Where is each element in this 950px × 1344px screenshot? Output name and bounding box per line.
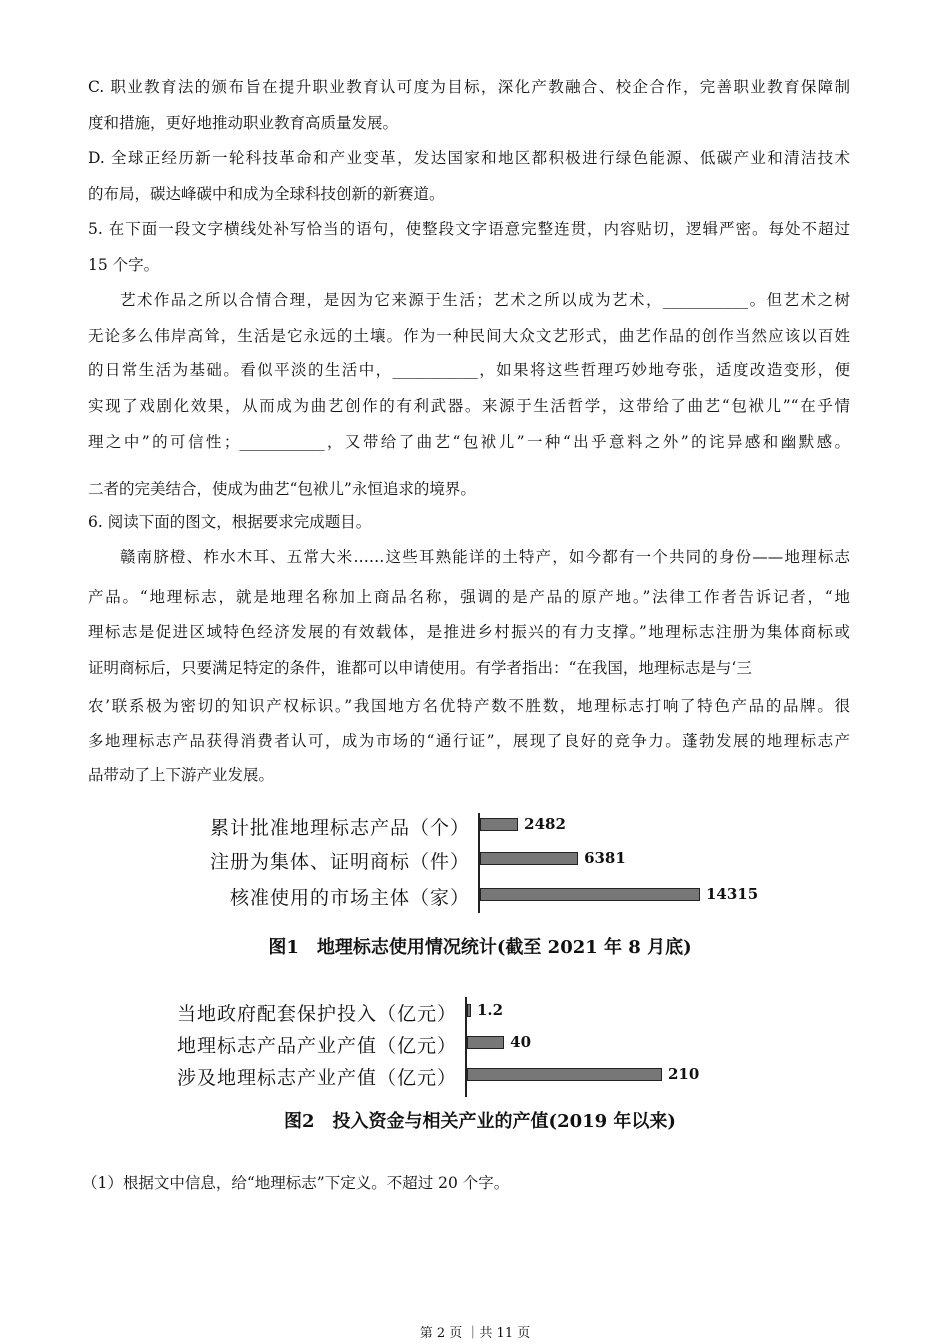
text-line: 赣南脐橙、柞水木耳、五常大米……这些耳熟能详的土特产，如今都有一个共同的身份——地理标志: [120, 548, 850, 566]
value-label: 6381: [584, 849, 626, 867]
bar-row: [150, 847, 810, 871]
category-label: 当地政府配套保护投入（亿元）: [176, 1003, 457, 1025]
value-label: 210: [668, 1065, 700, 1083]
value-label: 2482: [524, 815, 566, 833]
text-line: 的布局，碳达峰碳中和成为全球科技创新的新赛道。: [88, 185, 445, 203]
text-line: 6. 阅读下面的图文，根据要求完成题目。: [88, 513, 372, 531]
figure-1-chart: [150, 805, 810, 965]
text-line: 多地理标志产品获得消费者认可，成为市场的“通行证”，展现了良好的竞争力。蓬勃发展的地理标志产: [88, 732, 850, 750]
bar: [467, 1036, 504, 1049]
category-label: 累计批准地理标志产品（个）: [209, 817, 470, 839]
figure-2-chart: [150, 985, 810, 1145]
bar-row: [150, 999, 810, 1023]
category-label: 地理标志产品产业产值（亿元）: [176, 1035, 457, 1057]
text-line: 实现了戏剧化效果，从而成为曲艺创作的有利武器。来源于生活哲学，这带给了曲艺“包袱儿”“在乎情: [88, 397, 850, 415]
text-line: 的日常生活为基础。看似平淡的生活中，___________，如果将这些哲理巧妙地夸张，适度改造变形，便: [88, 361, 850, 379]
text-line: D. 全球正经历新一轮科技革命和产业变革，发达国家和地区都积极进行绿色能源、低碳产业和清洁技术: [88, 149, 850, 167]
bar: [467, 1004, 471, 1017]
category-label: 注册为集体、证明商标（件）: [209, 851, 470, 873]
figure-1-caption: 图1 地理标志使用情况统计(截至 2021 年 8 月底): [268, 937, 692, 958]
figure-2-caption: 图2 投入资金与相关产业的产值(2019 年以来): [284, 1111, 676, 1132]
text-line: 无论多么伟岸高耸，生活是它永远的土壤。作为一种民间大众文艺形式，曲艺作品的创作当然应该以百姓: [88, 327, 850, 345]
text-line: C. 职业教育法的颁布旨在提升职业教育认可度为目标，深化产教融合、校企合作，完善职业教育保障制: [88, 78, 850, 96]
bar-row: [150, 883, 810, 907]
text-line: 证明商标后，只要满足特定的条件，谁都可以申请使用。有学者指出：“在我国，地理标志是与‘三: [88, 659, 752, 677]
text-line: 品带动了上下游产业发展。: [88, 766, 275, 784]
bar-row: [150, 1031, 810, 1055]
text-line: 15 个字。: [88, 256, 160, 274]
bar-row: [150, 1063, 810, 1087]
text-line: 产品。“地理标志，就是地理名称加上商品名称，强调的是产品的原产地。”法律工作者告诉记者，“地: [88, 588, 850, 606]
text-line: 艺术作品之所以合情合理，是因为它来源于生活；艺术之所以成为艺术，___________。但艺术之树: [120, 291, 850, 309]
bar: [480, 888, 700, 901]
text-line: 度和措施，更好地推动职业教育高质量发展。: [88, 114, 399, 132]
bar-row: [150, 813, 810, 837]
bar: [480, 852, 578, 865]
text-line: 理之中”的可信性；___________，又带给了曲艺“包袱儿”一种“出乎意料之外”的诧异感和幽默感。: [88, 433, 850, 451]
value-label: 40: [510, 1033, 532, 1051]
category-label: 涉及地理标志产业产值（亿元）: [176, 1067, 457, 1089]
text-line: 5. 在下面一段文字横线处补写恰当的语句，使整段文字语意完整连贯，内容贴切，逻辑严密。每处不超过: [88, 220, 850, 238]
value-label: 1.2: [477, 1001, 504, 1019]
value-label: 14315: [706, 885, 759, 903]
text-line: 农’联系极为密切的知识产权标识。”我国地方名优特产数不胜数，地理标志打响了特色产品的品牌。很: [88, 697, 850, 715]
page-footer: 第 2 页 ｜共 11 页: [419, 1326, 531, 1341]
text-line: 二者的完美结合，使成为曲艺“包袱儿”永恒追求的境界。: [88, 480, 476, 498]
text-line: 理标志是促进区域特色经济发展的有效载体，是推进乡村振兴的有力支撑。”地理标志注册为集体商标或: [88, 623, 850, 641]
bar: [480, 818, 518, 831]
bar: [467, 1068, 662, 1081]
question-prompt: （1）根据文中信息，给“地理标志”下定义。不超过 20 个字。: [82, 1174, 510, 1192]
category-label: 核准使用的市场主体（家）: [229, 887, 470, 909]
